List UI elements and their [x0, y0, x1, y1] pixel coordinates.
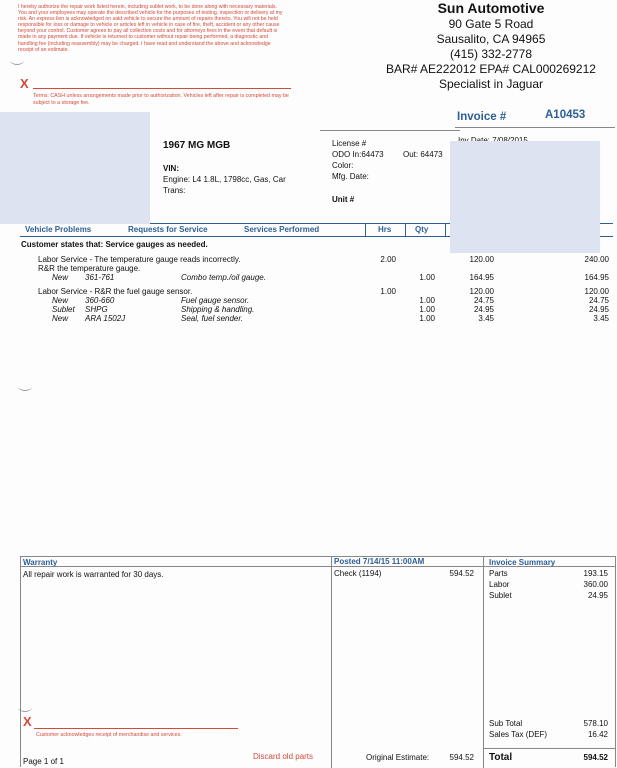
divider: [445, 224, 446, 236]
part-type: New: [52, 296, 69, 305]
divider: [365, 224, 366, 236]
summary-parts-label: Parts: [489, 569, 508, 578]
job-2-price: 120.00: [469, 287, 494, 296]
license-label: License #: [332, 139, 367, 148]
part-qty: 1.00: [419, 314, 435, 323]
summary-parts: 193.15: [583, 569, 608, 578]
part-price: 3.45: [478, 314, 494, 323]
redaction-patch: [450, 141, 600, 253]
discard-old-parts: Discard old parts: [253, 752, 314, 761]
signature-x-mark: X: [20, 76, 29, 91]
invoice-label: Invoice #: [457, 111, 507, 123]
vin-label: VIN:: [163, 164, 179, 173]
divider: [405, 224, 406, 236]
job-1-amount: 240.00: [584, 255, 609, 264]
warranty-text: All repair work is warranted for 30 days.: [23, 570, 164, 579]
divider: [455, 127, 615, 128]
part-description: Fuel gauge sensor.: [181, 296, 250, 305]
col-services-performed: Services Performed: [244, 225, 320, 234]
binder-hole: [10, 56, 24, 65]
shop-phone: (415) 332-2778: [449, 47, 533, 61]
part-description: Shipping & handling.: [181, 305, 255, 314]
receipt-text: Customer acknowledges receipt of merchandise and services.: [36, 732, 182, 738]
invoice-number: A10453: [545, 109, 586, 121]
part-amount: 24.95: [588, 305, 609, 314]
odo-in: ODO In:64473: [332, 150, 384, 159]
summary-labor: 360.00: [583, 580, 608, 589]
authorization-text: I hereby authorize the repair work listed herein, including sublet work, to be done along with necessary materials. You and your employees may operate the described vehicle for the purposes of testing, inspection or delivery at my risk. An express lien is acknowledged on said vehicle to secure the amount of repairs thereto. You will not be held responsible for loss or damage to vehicle or articles left in vehicle in case of fire, theft, accident or any other cause beyond your control. Customer agrees to pay all collection costs and for attorneys fees in the event that default is made in any payment due. If vehicle is returned to customer without repair being performed, a diagnostic and handling fee (including reassembly) may be charged. I have read and understand the above and acknowledge receipt of an estimate.: [18, 4, 283, 53]
signature-line: [34, 728, 238, 729]
col-hrs: Hrs: [378, 225, 392, 234]
total-value: 594.52: [583, 753, 608, 762]
divider: [483, 556, 484, 768]
shop-address: 90 Gate 5 Road: [448, 17, 534, 31]
job-1-price: 120.00: [469, 255, 494, 264]
signature-line: [33, 88, 291, 89]
divider: [320, 130, 460, 131]
divider: [483, 748, 615, 749]
part-amount: 164.95: [584, 273, 609, 282]
shop-specialty: Specialist in Jaguar: [438, 77, 544, 91]
shop-city: Sausalito, CA 94965: [436, 32, 546, 46]
part-number: ARA 1502J: [85, 314, 126, 323]
part-type: Sublet: [52, 305, 75, 314]
job-1-line2: R&R the temperature gauge.: [38, 264, 141, 273]
part-qty: 1.00: [419, 305, 435, 314]
part-number: 360-660: [85, 296, 115, 305]
divider: [331, 556, 332, 768]
part-amount: 3.45: [593, 314, 609, 323]
unit-label: Unit #: [332, 195, 355, 204]
original-estimate-value: 594.52: [449, 753, 474, 762]
job-2-amount: 120.00: [584, 287, 609, 296]
summary-sublet: 24.95: [587, 591, 608, 600]
col-vehicle-problems: Vehicle Problems: [25, 225, 92, 234]
subtotal-value: 578.10: [583, 719, 608, 728]
odo-out: Out: 64473: [403, 150, 443, 159]
part-number: 361-761: [85, 273, 115, 282]
page-indicator: Page 1 of 1: [23, 757, 64, 766]
part-price: 164.95: [469, 273, 494, 282]
vehicle-title: 1967 MG MGB: [163, 140, 231, 151]
summary-labor-label: Labor: [489, 580, 510, 589]
color-label: Color:: [332, 161, 354, 170]
subtotal-label: Sub Total: [489, 719, 523, 728]
part-price: 24.75: [473, 296, 494, 305]
original-estimate-label: Original Estimate:: [366, 753, 430, 762]
job-2-hrs: 1.00: [380, 287, 396, 296]
terms-text: Terms: CASH unless arrangements made prior to authorization. Vehicles left after repair is completed may be subject to a storage fee.: [33, 93, 289, 106]
part-type: New: [52, 314, 69, 323]
shop-header: [381, 0, 601, 92]
job-2-line1: Labor Service - R&R the fuel gauge sensor.: [38, 287, 193, 296]
part-number: SHPG: [85, 305, 108, 314]
trans-label: Trans:: [163, 186, 186, 195]
customer-states: Customer states that: Service gauges as needed.: [21, 240, 208, 249]
part-description: Combo temp./oil gauge.: [181, 273, 266, 282]
total-label: Total: [489, 752, 513, 763]
posted-title: Posted 7/14/15 11:00AM: [334, 557, 425, 566]
sales-tax-label: Sales Tax (DEF): [489, 730, 548, 739]
part-type: New: [52, 273, 69, 282]
part-price: 24.95: [473, 305, 494, 314]
payment-method: Check (1194): [334, 569, 382, 578]
redaction-patch: [0, 112, 150, 224]
shop-name: Sun Automotive: [437, 0, 545, 16]
signature-x-mark: X: [23, 714, 32, 729]
summary-sublet-label: Sublet: [489, 591, 512, 600]
engine-info: Engine: L4 1.8L, 1798cc, Gas, Car: [163, 175, 286, 184]
job-1-hrs: 2.00: [380, 255, 396, 264]
summary-title: Invoice Summary: [489, 558, 556, 567]
part-qty: 1.00: [419, 296, 435, 305]
job-1-line1: Labor Service - The temperature gauge reads incorrectly.: [38, 255, 241, 264]
binder-hole: [18, 382, 32, 391]
part-amount: 24.75: [588, 296, 609, 305]
col-qty: Qty: [415, 225, 429, 234]
shop-bar-epa: BAR# AE222012 EPA# CAL000269212: [386, 62, 596, 76]
part-description: Seal, fuel sender.: [181, 314, 243, 323]
mfg-date-label: Mfg. Date:: [332, 172, 369, 181]
part-qty: 1.00: [419, 273, 435, 282]
col-requests-for-service: Requests for Service: [128, 225, 208, 234]
payment-amount: 594.52: [449, 569, 474, 578]
warranty-title: Warranty: [23, 558, 58, 567]
sales-tax-value: 16.42: [587, 730, 608, 739]
